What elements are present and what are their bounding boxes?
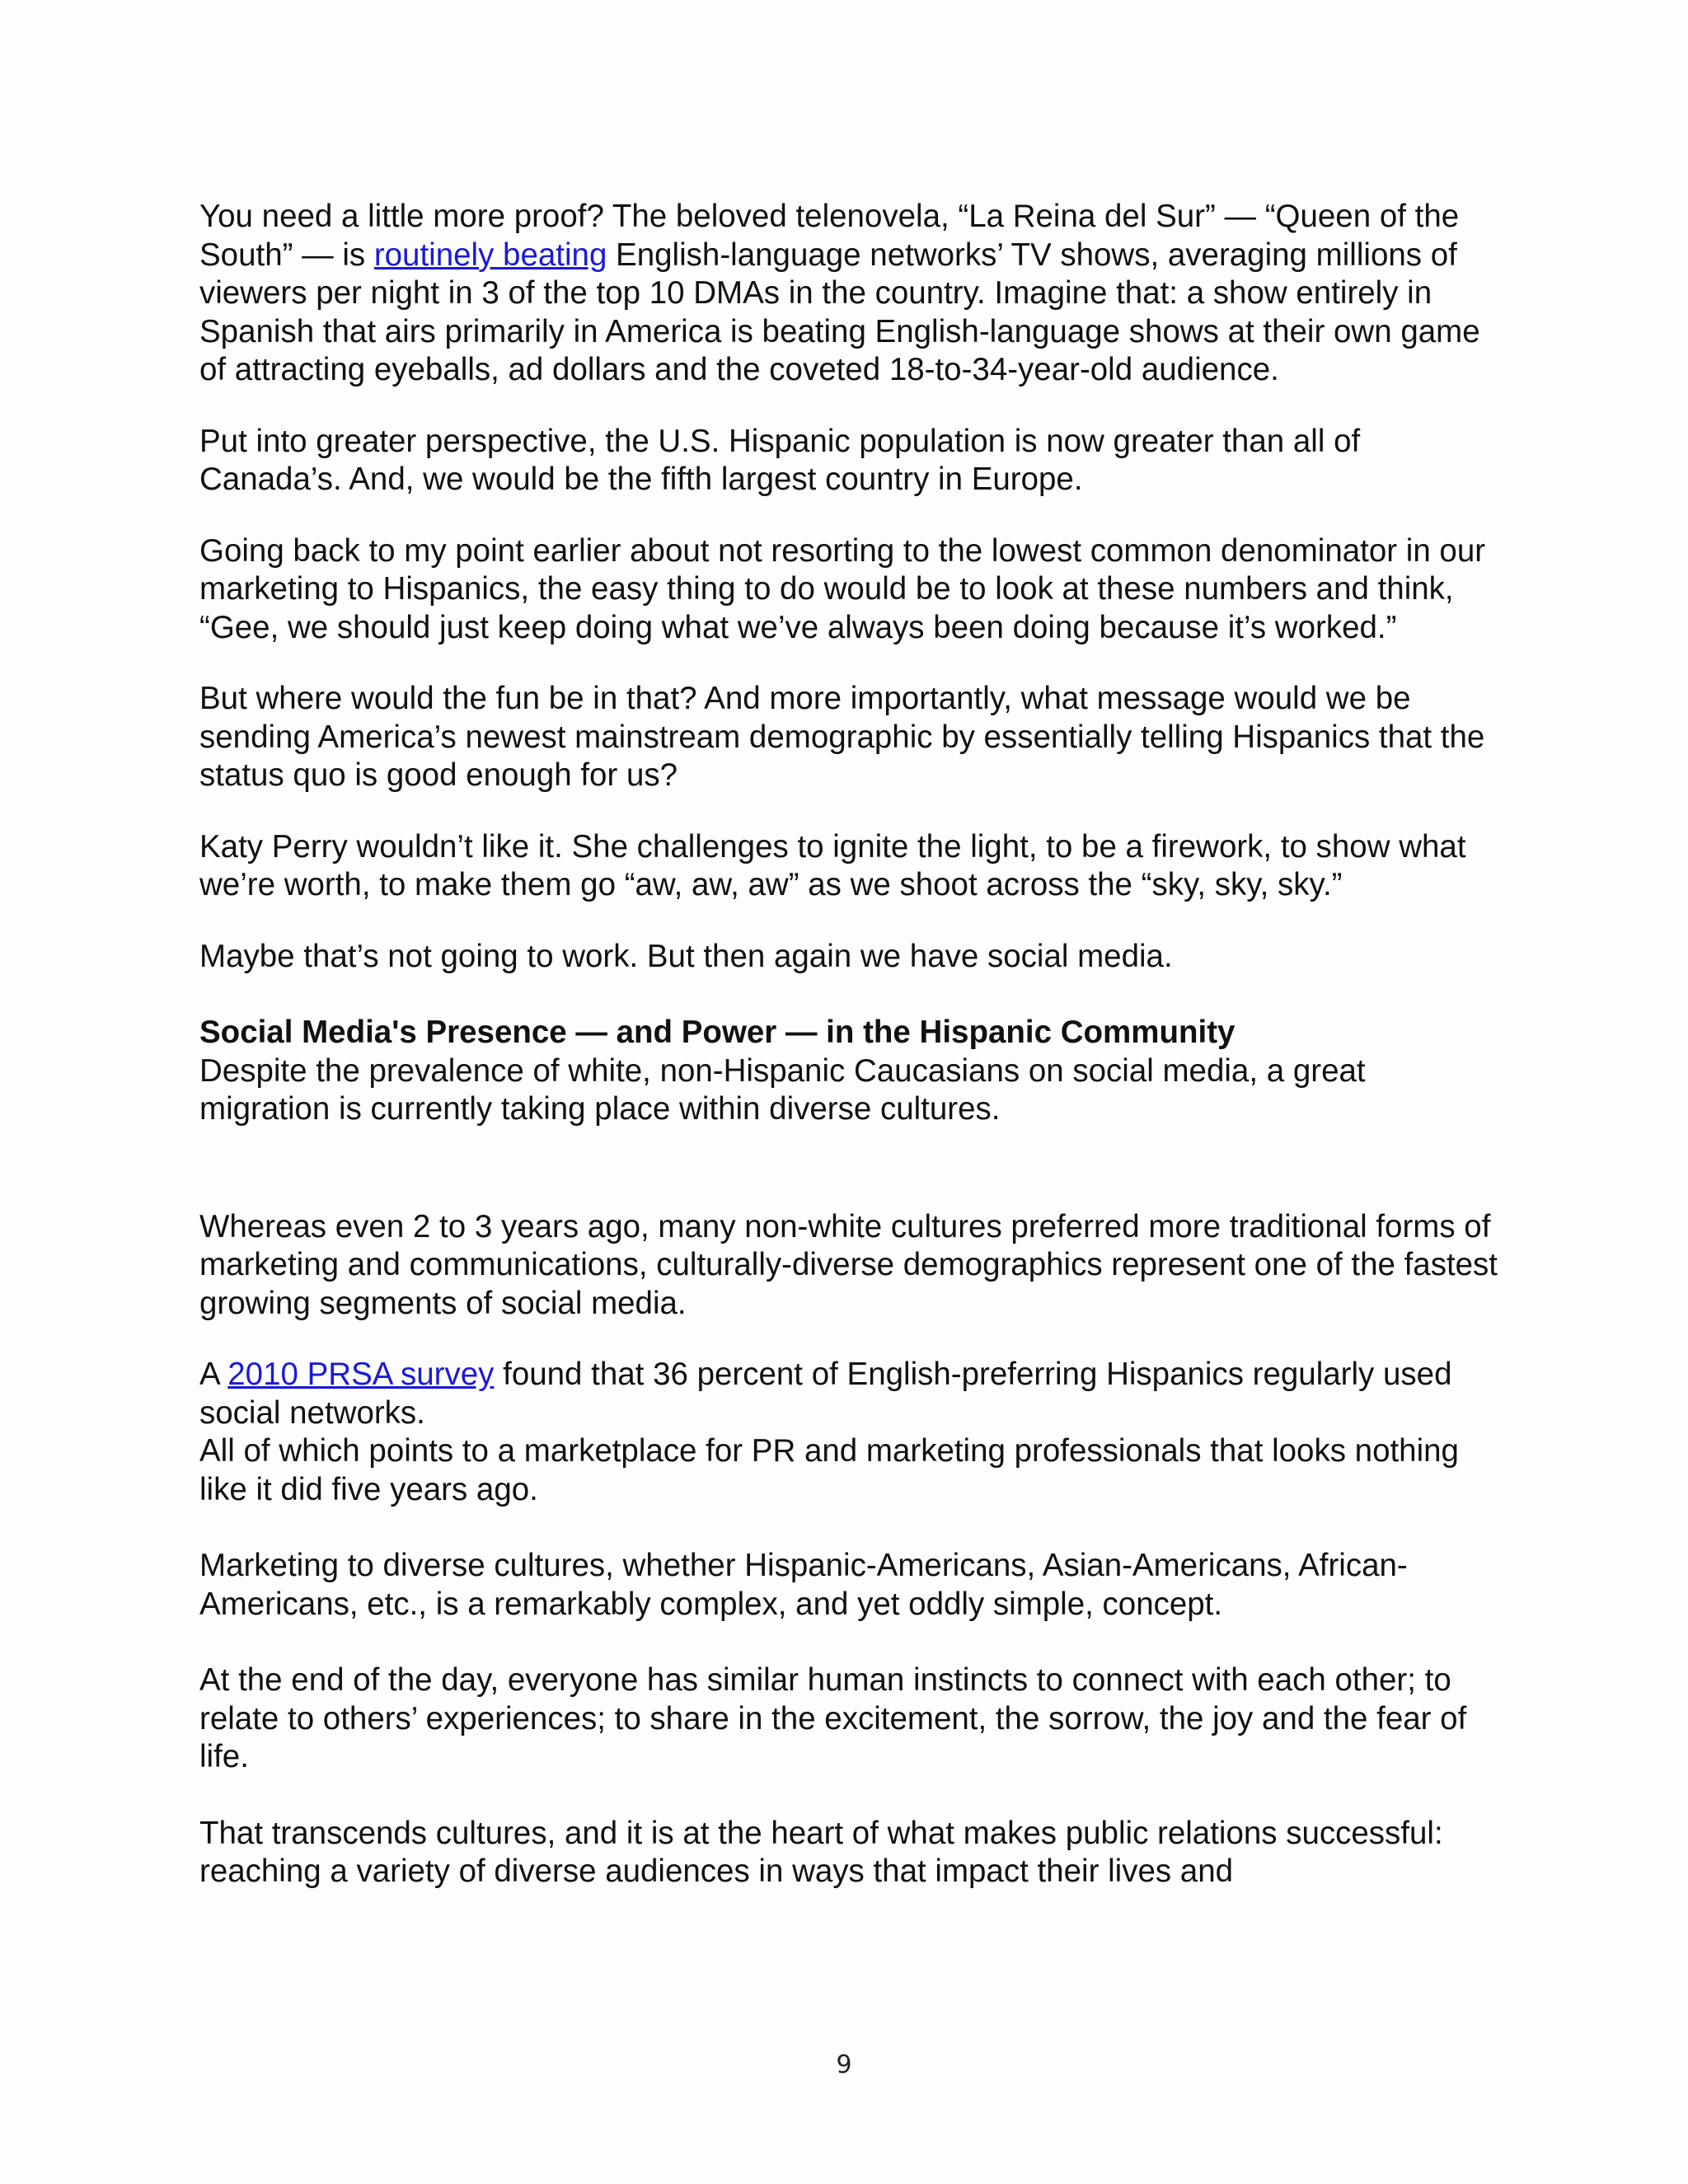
page-number: 9 (836, 2050, 852, 2079)
paragraph-migration: Despite the prevalence of white, non-Hispanic Caucasians on social media, a great migration is currently taking place within diverse cultures. (199, 1052, 1366, 1127)
paragraph-fun: But where would the fun be in that? And more importantly, what message would we be sending America’s newest mainstream demographic by essentially telling Hispanics that the status quo is good enough for us? (199, 681, 1485, 793)
paragraph-diverse-cultures: Marketing to diverse cultures, whether Hispanic-Americans, Asian-Americans, African-Americans, etc., is a remarkably complex, and yet oddly simple, concept. (199, 1548, 1408, 1622)
paragraph-katy-perry: Katy Perry wouldn’t like it. She challenges to ignite the light, to be a firework, to show what we’re worth, to make them go “aw, aw, aw” as we shoot across the “sky, sky, sky.” (199, 828, 1466, 902)
paragraph-traditional-forms: Whereas even 2 to 3 years ago, many non-white cultures preferred more traditional forms of marketing and communications, culturally-diverse demographics represent one of the fastest growing segments of social media. (199, 1208, 1498, 1321)
paragraph-text: You need a little more proof? The beloved telenovela, “La Reina del Sur” — “Queen of the South” — is (199, 199, 1460, 273)
paragraph-social-media: Maybe that’s not going to work. But then again we have social media. (199, 938, 1173, 974)
paragraph-text: found that 36 percent of English-preferring Hispanics regularly used social networks. (199, 1357, 1452, 1431)
paragraph-human-instincts: At the end of the day, everyone has similar human instincts to connect with each other; to relate to others’ experiences; to share in the excitement, the sorrow, the joy and the fear of life. (199, 1662, 1467, 1774)
section-heading: Social Media's Presence — and Power — in the Hispanic Community (199, 1015, 1236, 1050)
paragraph-prsa-survey (199, 1356, 1502, 1432)
paragraph-perspective: Put into greater perspective, the U.S. Hispanic population is now greater than all of Canada’s. And, we would be the fifth largest country in Europe. (199, 423, 1361, 497)
paragraph-marketplace: All of which points to a marketplace for PR and marketing professionals that looks nothing like it did five years ago. (199, 1433, 1459, 1507)
paragraph-common-denominator: Going back to my point earlier about not resorting to the lowest common denominator in our marketing to Hispanics, the easy thing to do would be to look at these numbers and think, “Gee, we should just keep doing what we’ve always been doing because it’s worked.” (199, 532, 1486, 645)
paragraph-text: English-language networks’ TV shows, averaging millions of viewers per night in 3 of the top 10 DMAs in the country. Imagine that: a show entirely in Spanish that airs primarily in America is beating English-language shows at their own game of attracting eyeballs, ad dollars and the coveted 18-to-34-year-old audience. (199, 237, 1480, 387)
paragraph-text: A (199, 1357, 228, 1392)
document-body (199, 198, 1502, 1891)
prsa-survey-link[interactable]: 2010 PRSA survey (227, 1357, 495, 1392)
paragraph-transcends: That transcends cultures, and it is at the heart of what makes public relations successful: reaching a variety of diverse audiences in ways that impact their lives and (199, 1815, 1443, 1889)
paragraph-telenovela (199, 198, 1502, 390)
routinely-beating-link[interactable]: routinely beating (373, 237, 607, 273)
